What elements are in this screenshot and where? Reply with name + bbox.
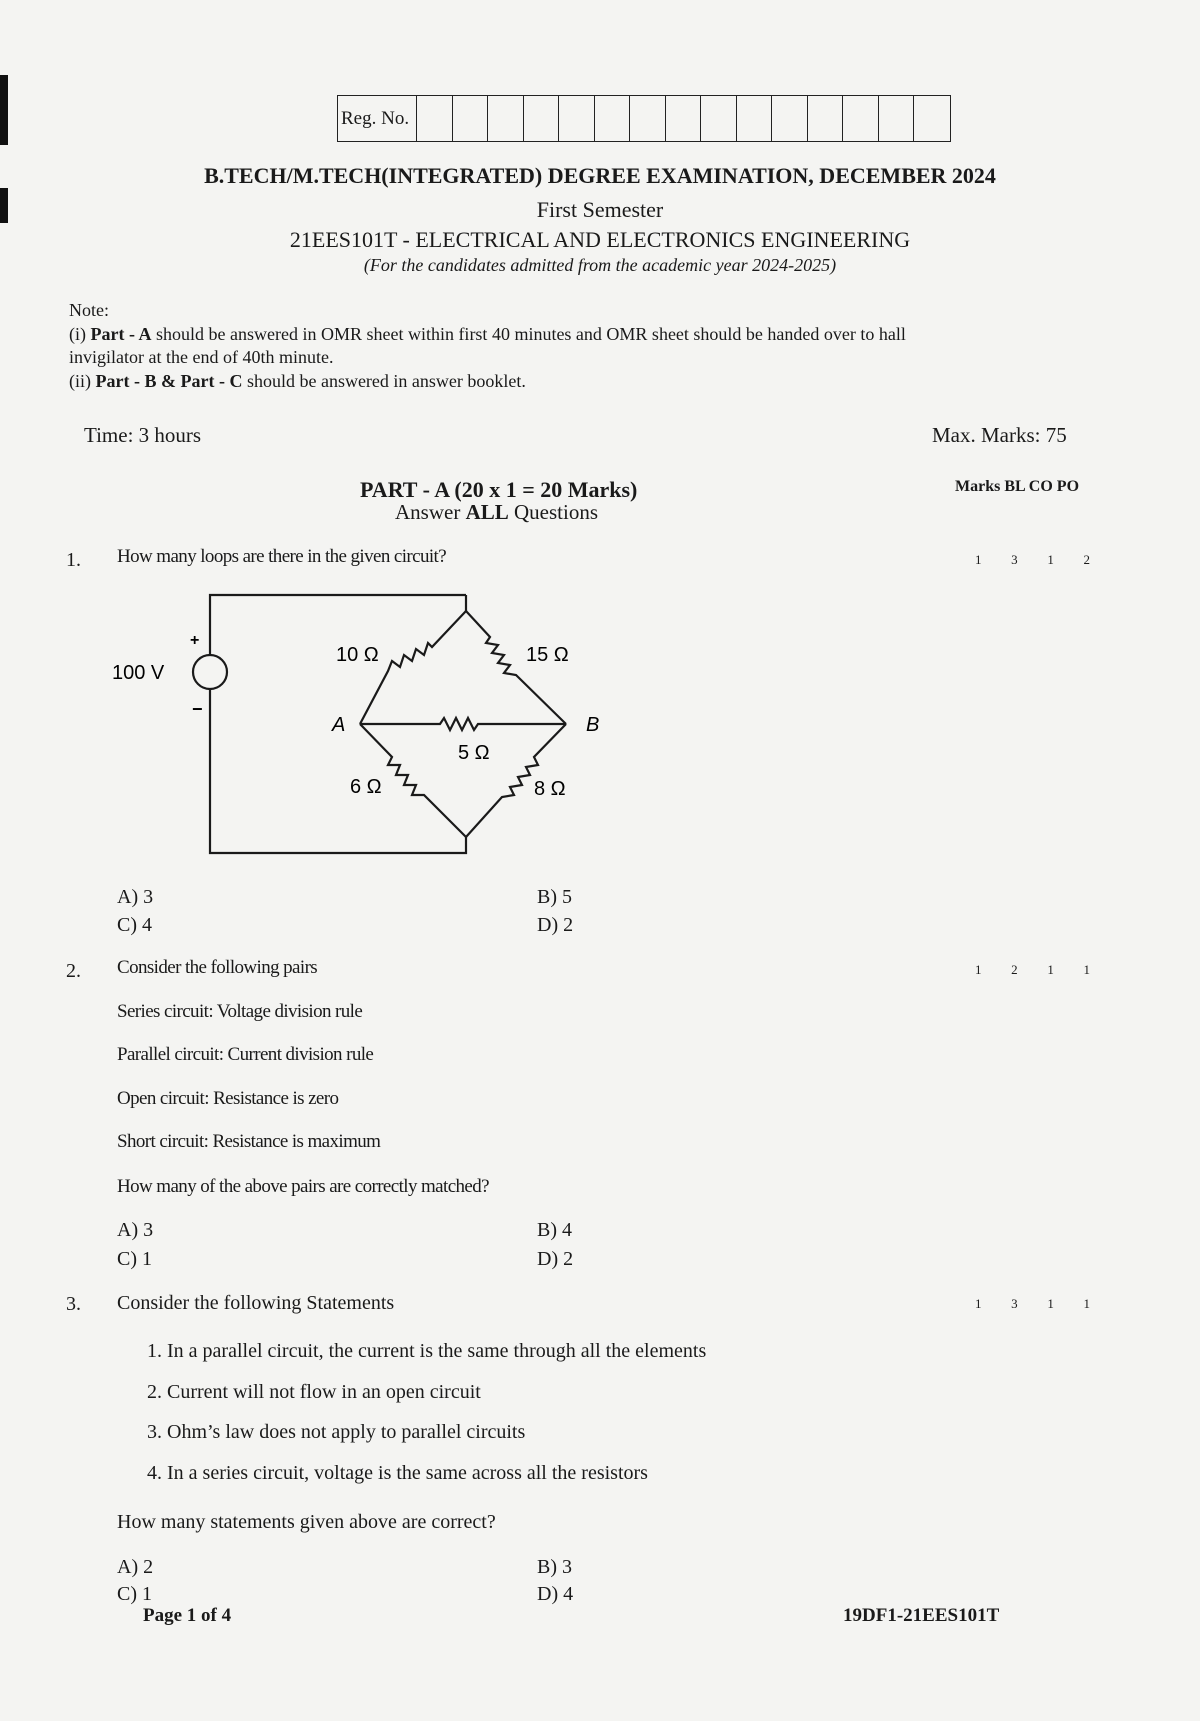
max-marks: Max. Marks: 75 [932, 423, 1067, 447]
option-b: B) 5 [537, 886, 572, 908]
meta-co: 1 [1047, 552, 1054, 567]
question-number: 2. [66, 960, 81, 982]
note-ii-text: should be answered in answer booklet. [242, 371, 526, 391]
question-number: 1. [66, 549, 81, 571]
reg-digit-box [595, 96, 631, 141]
r4-label: 6 Ω [350, 776, 382, 798]
question-meta [975, 552, 1090, 568]
note-i-bold: Part - A [90, 324, 152, 344]
pair-item: Short circuit: Resistance is maximum [117, 1131, 381, 1152]
reg-digit-box [843, 96, 879, 141]
statement-item: 1. In a parallel circuit, the current is the same through all the elements [147, 1340, 707, 1362]
voltage-source-icon [193, 655, 227, 689]
option-b: B) 4 [537, 1219, 572, 1241]
meta-bl: 3 [1011, 552, 1018, 567]
r2-label: 15 Ω [526, 644, 569, 666]
note-i-text: should be answered in OMR sheet within first 40 minutes and OMR sheet should be handed over to hall [151, 324, 906, 344]
meta-po: 1 [1083, 1296, 1090, 1311]
exam-title: B.TECH/M.TECH(INTEGRATED) DEGREE EXAMINATION, DECEMBER 2024 [204, 163, 996, 188]
option-a: A) 3 [117, 1219, 154, 1241]
node-b-label: B [586, 714, 600, 736]
scan-smudge [0, 75, 8, 145]
statement-item: 2. Current will not flow in an open circuit [147, 1381, 481, 1403]
question-meta [975, 962, 1090, 978]
time-label: Time: 3 hours [84, 423, 202, 447]
note-i-cont: invigilator at the end of 40th minute. [69, 347, 334, 367]
question-text: Consider the following Statements [117, 1292, 395, 1314]
semester: First Semester [536, 197, 664, 222]
reg-digit-box [488, 96, 524, 141]
meta-co: 1 [1047, 1296, 1054, 1311]
node-a-label: A [332, 714, 346, 736]
note-ii [69, 371, 526, 392]
reg-digit-box [524, 96, 560, 141]
reg-digit-box [808, 96, 844, 141]
note-label: Note: [69, 300, 109, 320]
note-i-prefix: (i) [69, 324, 91, 344]
reg-digit-box [453, 96, 489, 141]
resistor-10-icon [360, 611, 466, 724]
question-prompt: How many of the above pairs are correctly matched? [117, 1176, 489, 1197]
admitted-note: (For the candidates admitted from the academic year 2024-2025) [363, 255, 837, 275]
reg-digit-box [701, 96, 737, 141]
question-prompt: How many statements given above are correct? [117, 1511, 496, 1533]
reg-digit-box [737, 96, 773, 141]
note-i [69, 324, 1109, 345]
note-ii-bold: Part - B & Part - C [95, 371, 243, 391]
note-ii-prefix: (ii) [69, 371, 96, 391]
question-number: 3. [66, 1293, 81, 1315]
reg-digit-box [630, 96, 666, 141]
statement-item: 4. In a series circuit, voltage is the same across all the resistors [147, 1462, 648, 1484]
option-a: A) 2 [117, 1556, 154, 1578]
reg-digit-box [417, 96, 453, 141]
instruction-prefix: Answer [395, 500, 466, 524]
option-c: C) 1 [117, 1583, 152, 1605]
statement-item: 3. Ohm’s law does not apply to parallel circuits [147, 1421, 526, 1443]
option-d: D) 2 [537, 1248, 574, 1270]
option-b: B) 3 [537, 1556, 572, 1578]
meta-co: 1 [1047, 962, 1054, 977]
resistor-15-icon [466, 611, 566, 724]
pair-item: Parallel circuit: Current division rule [117, 1044, 374, 1065]
option-a: A) 3 [117, 886, 154, 908]
r3-label: 5 Ω [458, 742, 490, 764]
circuit-diagram [110, 585, 630, 865]
r5-label: 8 Ω [534, 778, 566, 800]
resistor-5-icon [360, 718, 566, 730]
question-text: Consider the following pairs [117, 957, 318, 978]
source-minus: − [192, 699, 203, 719]
source-plus: + [190, 632, 200, 649]
page-number: Page 1 of 4 [143, 1605, 232, 1626]
option-d: D) 2 [537, 914, 574, 936]
part-a-instruction [395, 500, 598, 525]
pair-item: Series circuit: Voltage division rule [117, 1001, 363, 1022]
instruction-suffix: Questions [508, 500, 599, 524]
reg-no-label: Reg. No. [338, 96, 417, 141]
option-c: C) 1 [117, 1248, 152, 1270]
marks-header: Marks BL CO PO [955, 478, 1080, 495]
meta-marks: 1 [975, 962, 982, 977]
part-a-title: PART - A (20 x 1 = 20 Marks) [360, 477, 638, 502]
r1-label: 10 Ω [336, 644, 379, 666]
question-text: How many loops are there in the given circuit? [117, 546, 447, 567]
option-c: C) 4 [117, 914, 152, 936]
course-title: 21EES101T - ELECTRICAL AND ELECTRONICS ENGINEERING [289, 227, 911, 252]
reg-no-box [337, 95, 951, 142]
meta-po: 2 [1083, 552, 1090, 567]
reg-digit-box [666, 96, 702, 141]
paper-code: 19DF1-21EES101T [843, 1605, 1000, 1626]
meta-bl: 2 [1011, 962, 1018, 977]
option-d: D) 4 [537, 1583, 574, 1605]
reg-digit-box [879, 96, 915, 141]
reg-digit-box [914, 96, 950, 141]
question-meta [975, 1296, 1090, 1312]
pair-item: Open circuit: Resistance is zero [117, 1088, 339, 1109]
meta-marks: 1 [975, 552, 982, 567]
meta-po: 1 [1083, 962, 1090, 977]
meta-bl: 3 [1011, 1296, 1018, 1311]
instruction-bold: ALL [465, 500, 509, 524]
wire [210, 595, 466, 647]
reg-digit-box [559, 96, 595, 141]
meta-marks: 1 [975, 1296, 982, 1311]
source-label: 100 V [112, 662, 165, 684]
reg-digit-box [772, 96, 808, 141]
